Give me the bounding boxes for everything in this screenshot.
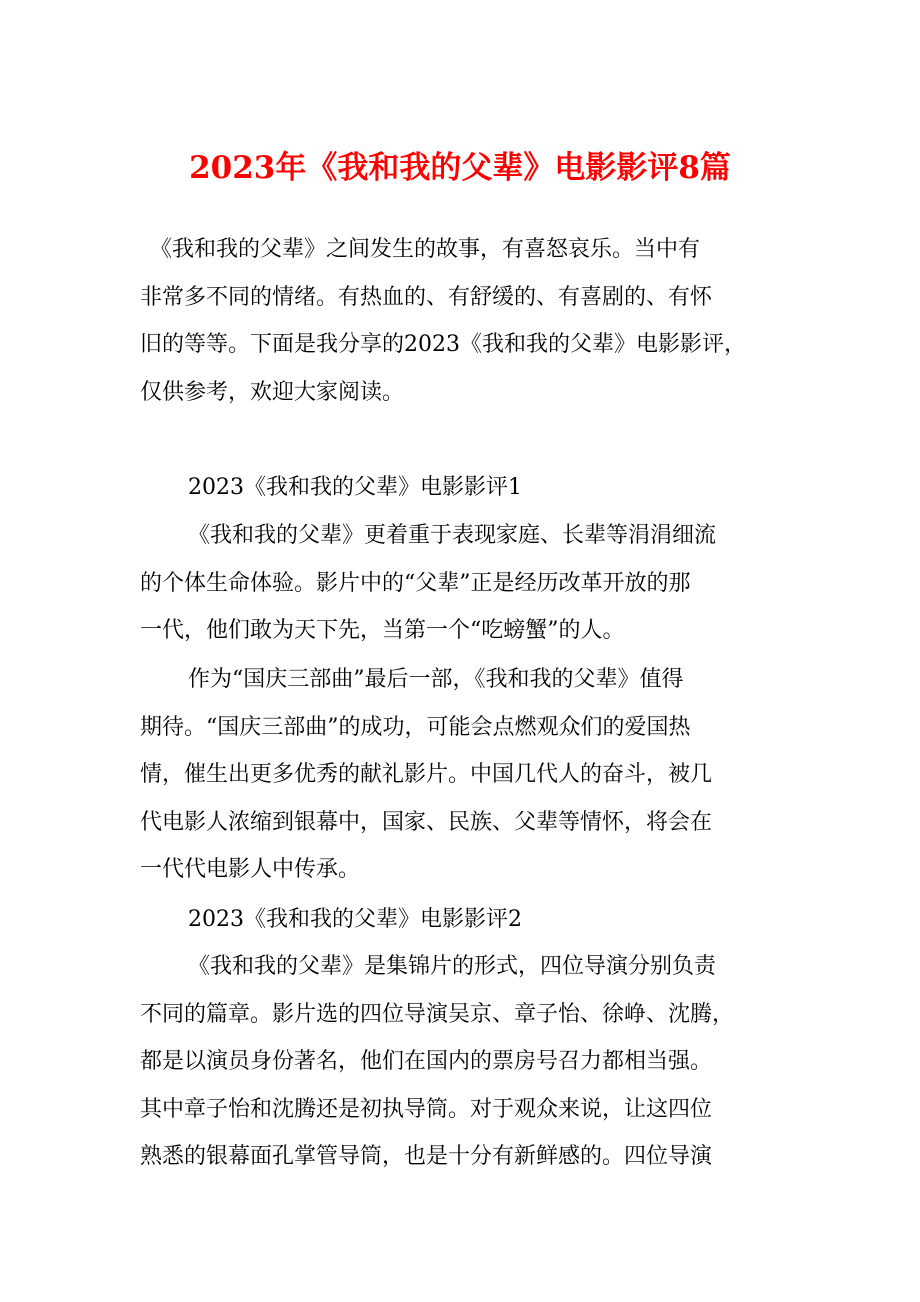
paragraph-line: 代电影人浓缩到银幕中，国家、民族、父辈等情怀，将会在 [140,809,713,835]
paragraph-line: 《我和我的父辈》是集锦片的形式，四位导演分别负责 [188,954,717,979]
section-2-heading [140,896,790,944]
paragraph-line: 其中章子怡和沈腾还是初执导筒。对于观众来说，让这四位 [140,1096,713,1122]
paragraph-line: 期待。“国庆三部曲”的成功，可能会点燃观众们的爱国热 [140,714,691,740]
paragraph-line: 作为“国庆三部曲”最后一部，《我和我的父辈》值得 [188,667,684,692]
paragraph-line: 一代代电影人中传承。 [140,857,361,882]
section-1-paragraph-2 [140,656,790,894]
paragraph-line: 不同的篇章。影片选的四位导演吴京、章子怡、徐峥、沈腾， [140,1001,735,1027]
paragraph-line: 都是以演员身份著名，他们在国内的票房号召力都相当强。 [140,1049,713,1074]
paragraph-line: 情，催生出更多优秀的献礼影片。中国几代人的奋斗，被几 [140,762,713,787]
intro-paragraph [140,226,790,416]
intro-line-3: 旧的等等。下面是我分享的2023《我和我的父辈》电影影评， [140,332,746,357]
intro-line-2: 非常多不同的情绪。有热血的、有舒缓的、有喜剧的、有怀 [140,284,713,310]
paragraph-line: 一代，他们敢为天下先，当第一个“吃螃蟹”的人。 [140,618,625,643]
paragraph-line: 熟悉的银幕面孔掌管导筒，也是十分有新鲜感的。四位导演 [140,1144,713,1169]
section-1-heading [140,464,790,512]
section-2-paragraph-1 [140,943,790,1181]
intro-line-4: 仅供参考，欢迎大家阅读。 [140,379,405,405]
paragraph-line: 的个体生命体验。影片中的“父辈”正是经历改革开放的那 [140,570,691,596]
section-1-paragraph-1 [140,512,790,655]
document-title: 2023年《我和我的父辈》电影影评8篇 [189,150,731,186]
section-heading: 2023《我和我的父辈》电影影评2 [188,907,522,932]
paragraph-line: 《我和我的父辈》更着重于表现家庭、长辈等涓涓细流 [188,523,717,548]
intro-line-1: 《我和我的父辈》之间发生的故事，有喜怒哀乐。当中有 [150,237,701,262]
section-heading: 2023《我和我的父辈》电影影评1 [188,475,522,500]
